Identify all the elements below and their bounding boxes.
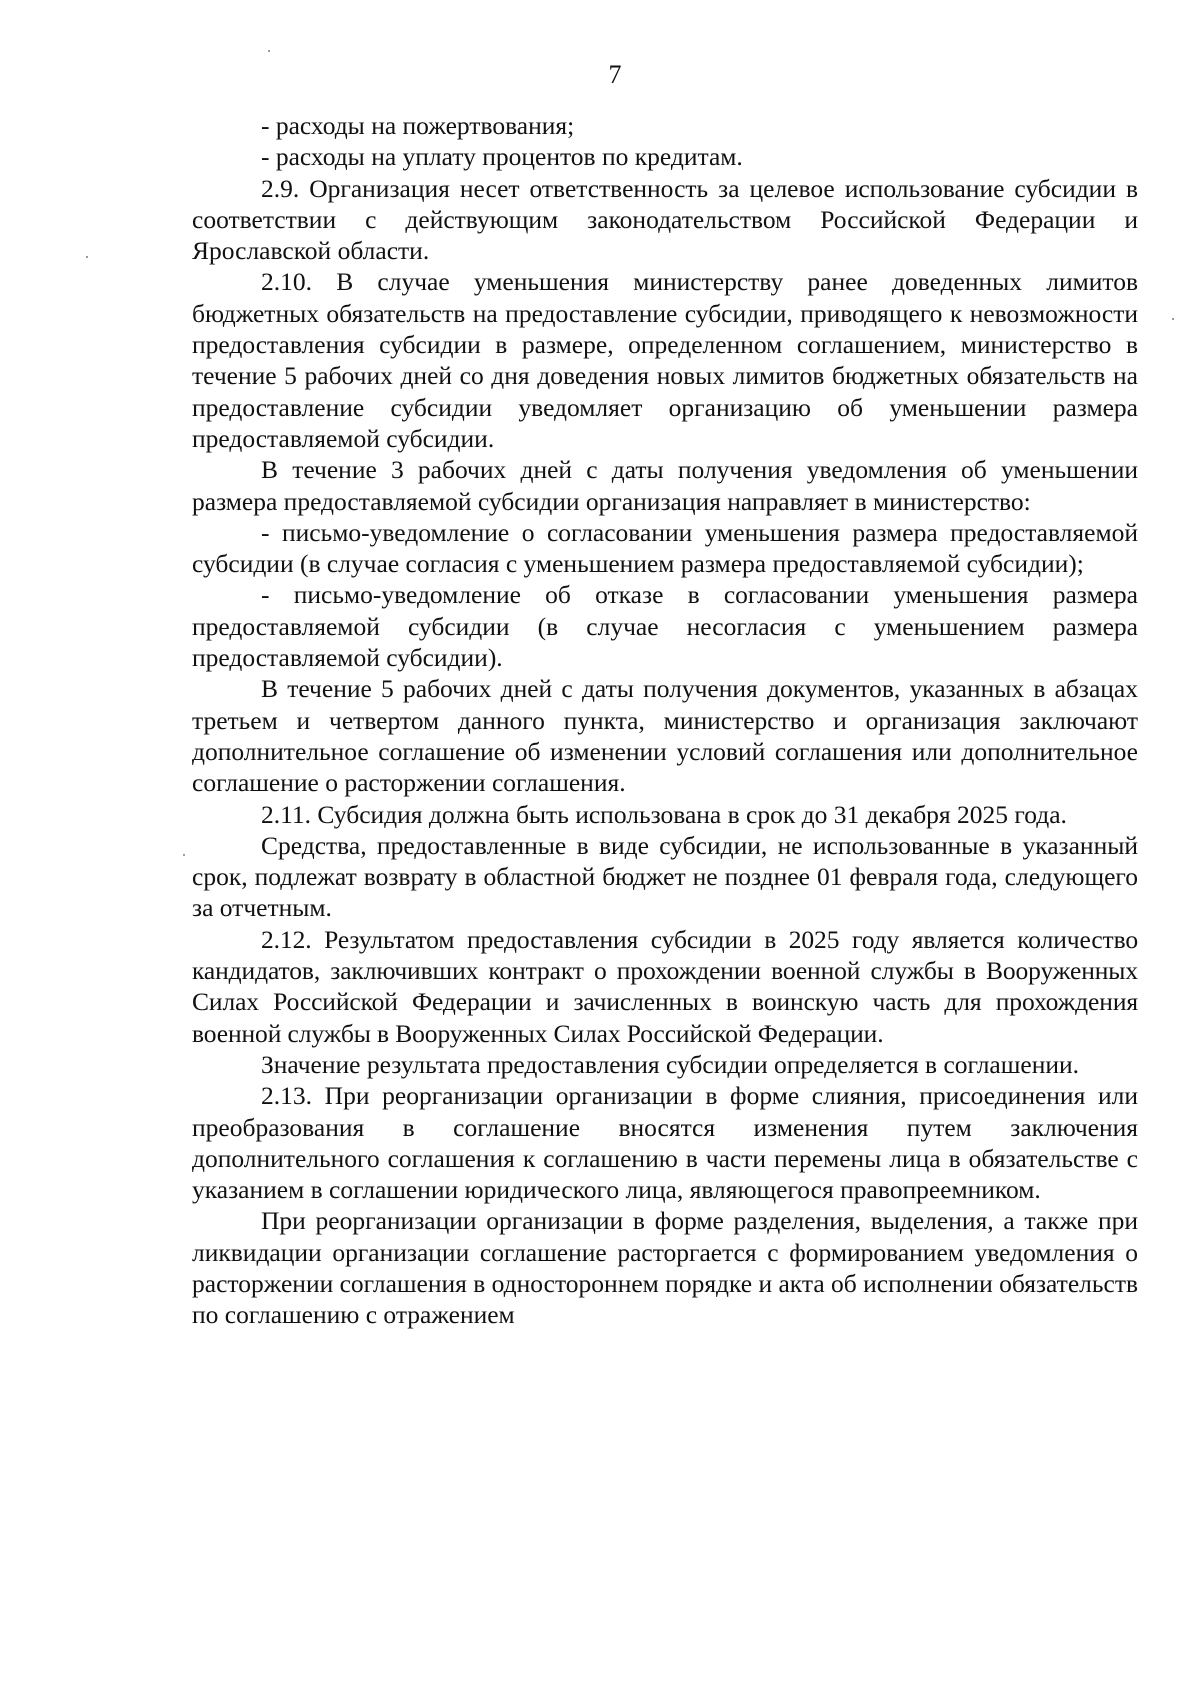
paragraph-refusal-letter: - письмо-уведомление об отказе в согласовании уменьшения размера предоставляемой субсидии (в случае несогласия с уменьшением размера предоставляемой субсидии). (192, 580, 1138, 673)
paragraph-notification-deadline: В течение 3 рабочих дней с даты получения уведомления об уменьшении размера предоставляемой субсидии организация направляет в министерство: (192, 455, 1138, 516)
document-body (192, 110, 1138, 1331)
paragraph-result-value: Значение результата предоставления субсидии определяется в соглашении. (261, 1049, 1080, 1079)
paragraph-additional-agreement: В течение 5 рабочих дней с даты получения документов, указанных в абзацах третьем и четвертом данного пункта, министерство и организация заключают дополнительное соглашение об изменении условий соглашения или дополнительное соглашение о расторжении соглашения. (192, 674, 1138, 798)
page-number: 7 (608, 60, 622, 89)
paragraph-2-10: 2.10. В случае уменьшения министерству ранее доведенных лимитов бюджетных обязательств на предоставление субсидии, приводящего к невозможности предоставления субсидии в размере, определенном соглашением, министерство в течение 5 рабочих дней со дня доведения новых лимитов бюджетных обязательств на предоставление субсидии уведомляет организацию об уменьшении размера предоставляемой субсидии. (192, 267, 1138, 453)
paragraph-2-13: 2.13. При реорганизации организации в форме слияния, присоединения или преобразования в соглашение вносятся изменения путем заключения дополнительного соглашения к соглашению в части перемены лица в обязательстве с указанием в соглашении юридического лица, являющегося правопреемником. (192, 1081, 1138, 1205)
paragraph-2-11: 2.11. Субсидия должна быть использована в срок до 31 декабря 2025 года. (261, 799, 1067, 829)
paragraph-consent-letter: - письмо-уведомление о согласовании уменьшения размера предоставляемой субсидии (в случае согласия с уменьшением размера предоставляемой субсидии); (192, 517, 1138, 579)
paragraph-expense-donations: - расходы на пожертвования; (261, 111, 575, 140)
scan-dust-mark (86, 256, 88, 258)
paragraph-liquidation: При реорганизации организации в форме разделения, выделения, а также при ликвидации организации соглашение расторгается с формированием уведомления о расторжении соглашения в одностороннем порядке и акта об исполнении обязательств по соглашению с отражением (192, 1206, 1139, 1330)
scan-dust-mark (183, 854, 185, 856)
scan-dust-mark (268, 50, 270, 52)
paragraph-unused-funds: Средства, предоставленные в виде субсидии, не использованные в указанный срок, подлежат возврату в областной бюджет не позднее 01 февраля года, следующего за отчетным. (192, 830, 1138, 923)
paragraph-2-9: 2.9. Организация несет ответственность за целевое использование субсидии в соответствии с действующим законодательством Российской Федерации и Ярославской области. (192, 173, 1138, 266)
scan-dust-mark (1172, 318, 1174, 320)
paragraph-expense-interest: - расходы на уплату процентов по кредитам. (261, 142, 743, 172)
paragraph-2-12: 2.12. Результатом предоставления субсидии в 2025 году является количество кандидатов, заключивших контракт о прохождении военной службы в Вооруженных Силах Российской Федерации и зачисленных в воинскую часть для прохождения военной службы в Вооруженных Силах Российской Федерации. (192, 924, 1138, 1048)
